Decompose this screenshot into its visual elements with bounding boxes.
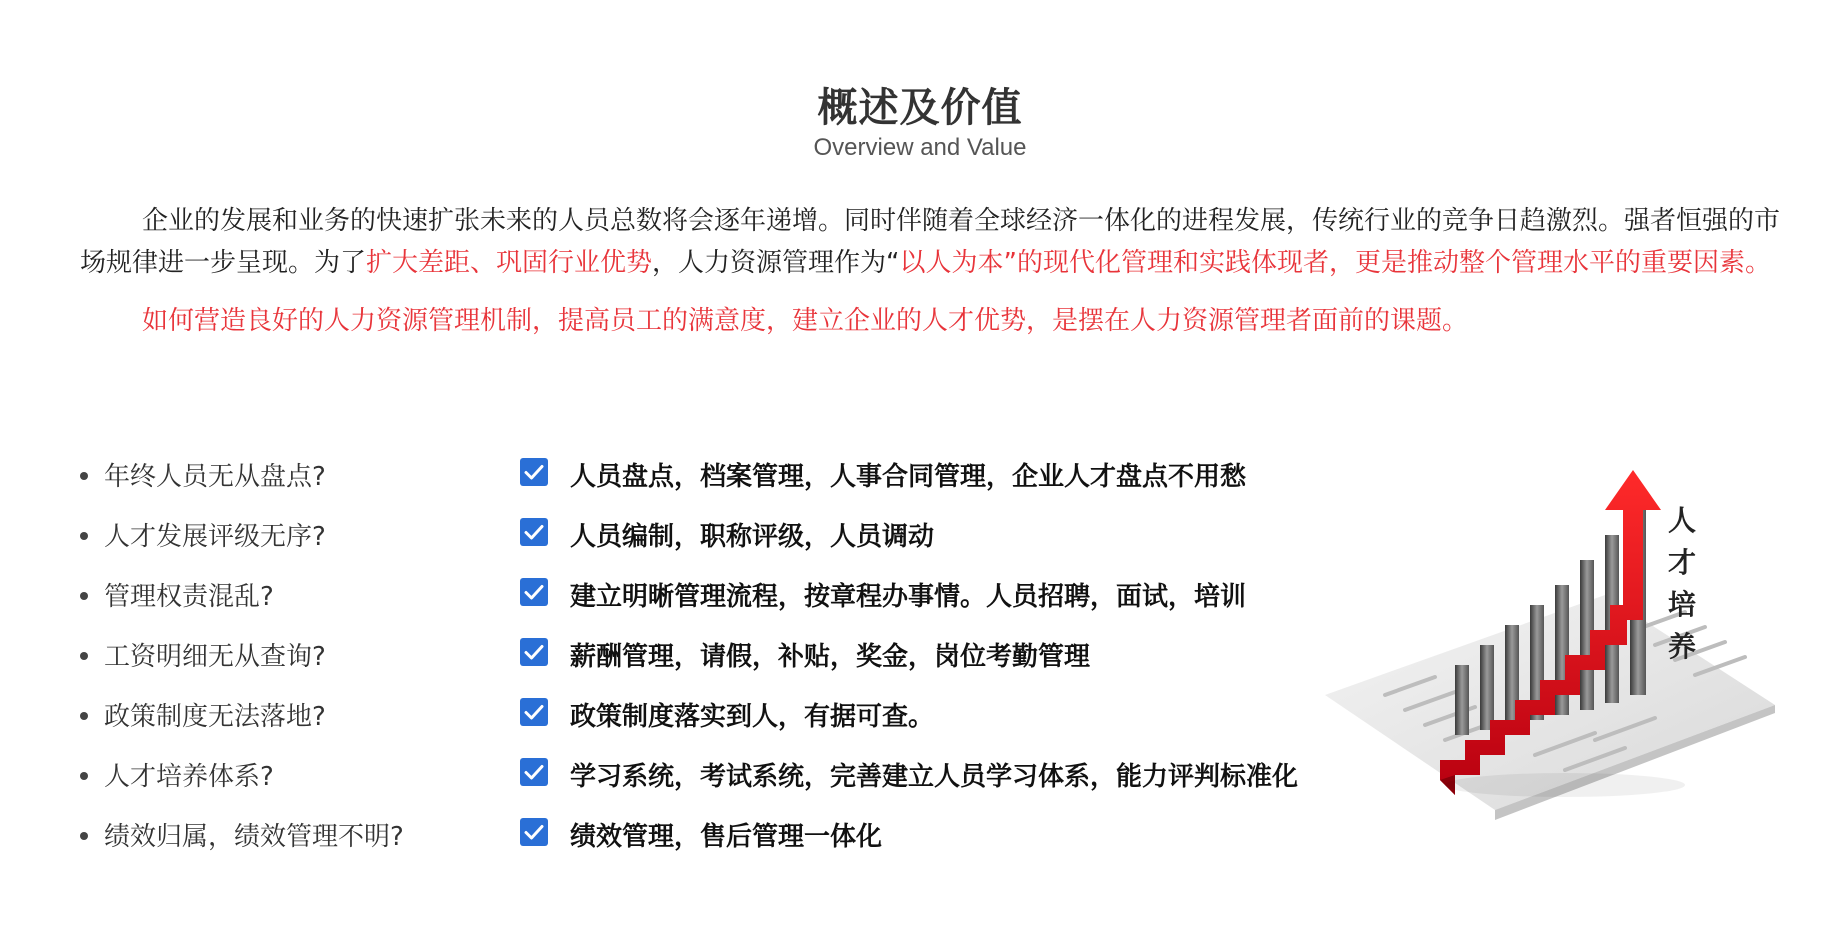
bullet-icon xyxy=(80,712,88,720)
answer-text: 建立明晰管理流程，按章程办事情。人员招聘，面试，培训 xyxy=(570,582,1247,612)
checkbox-checked-icon xyxy=(520,458,548,486)
answer-text: 薪酬管理，请假，补贴，奖金，岗位考勤管理 xyxy=(570,642,1091,672)
checkbox-checked-icon xyxy=(520,818,548,846)
answer-text: 政策制度落实到人，有据可查。 xyxy=(570,702,935,732)
label-char: 培 xyxy=(1667,588,1696,621)
growth-chart-illustration xyxy=(1305,455,1785,835)
intro-p1-text-1: 企业的发展和业务的快速扩张未来的人员总数将会逐年递增。同时伴随着全球经济一体化的进程发展，传统行业的竞争日趋激烈。强者恒强的市场规律进一步呈现。为了 xyxy=(80,206,1781,278)
question-text: 绩效归属，绩效管理不明? xyxy=(104,822,404,852)
question-text: 政策制度无法落地? xyxy=(104,702,326,732)
label-char: 才 xyxy=(1667,546,1696,579)
bullet-icon xyxy=(80,832,88,840)
checkbox-checked-icon xyxy=(520,638,548,666)
bullet-icon xyxy=(80,472,88,480)
answer-text: 人员盘点，档案管理，人事合同管理，企业人才盘点不用愁 xyxy=(570,462,1247,492)
talent-cultivation-label xyxy=(1662,500,1702,668)
bullet-icon xyxy=(80,532,88,540)
list-item xyxy=(80,570,1380,630)
list-item xyxy=(80,450,1380,510)
question-text: 年终人员无从盘点? xyxy=(104,462,326,492)
bullet-icon xyxy=(80,772,88,780)
question-text: 管理权责混乱? xyxy=(104,582,274,612)
page-title: 概述及价值 xyxy=(817,85,1023,131)
intro-p1-text-2: ，人力资源管理作为“ xyxy=(652,248,900,278)
intro-paragraph-1 xyxy=(80,200,1780,284)
question-text: 人才培养体系? xyxy=(104,762,274,792)
checkbox-checked-icon xyxy=(520,518,548,546)
intro-p1-highlight-1: 扩大差距、巩固行业优势 xyxy=(366,248,653,278)
list-item xyxy=(80,510,1380,570)
answer-text: 学习系统，考试系统，完善建立人员学习体系，能力评判标准化 xyxy=(570,762,1299,792)
answer-text: 人员编制，职称评级，人员调动 xyxy=(570,522,935,552)
checkbox-checked-icon xyxy=(520,698,548,726)
bullet-icon xyxy=(80,652,88,660)
page-subtitle: Overview and Value xyxy=(813,134,1027,161)
checkbox-checked-icon xyxy=(520,758,548,786)
list-item xyxy=(80,810,1380,870)
answer-text: 绩效管理，售后管理一体化 xyxy=(570,822,883,852)
question-text: 人才发展评级无序? xyxy=(104,522,326,552)
intro-paragraph-2: 如何营造良好的人力资源管理机制，提高员工的满意度，建立企业的人才优势，是摆在人力资源管理者面前的课题。 xyxy=(142,306,1469,336)
list-item xyxy=(80,750,1380,810)
feature-list xyxy=(80,450,1380,870)
list-item xyxy=(80,630,1380,690)
intro-text xyxy=(80,200,1780,342)
label-char: 人 xyxy=(1667,504,1696,537)
growth-arrow-illustration xyxy=(1305,455,1785,835)
intro-p1-highlight-2: 以人为本”的现代化管理和实践体现者，更是推动整个管理水平的重要因素。 xyxy=(899,248,1771,278)
question-text: 工资明细无从查询? xyxy=(104,642,326,672)
checkbox-checked-icon xyxy=(520,578,548,606)
label-char: 养 xyxy=(1667,630,1696,663)
list-item xyxy=(80,690,1380,750)
bullet-icon xyxy=(80,592,88,600)
